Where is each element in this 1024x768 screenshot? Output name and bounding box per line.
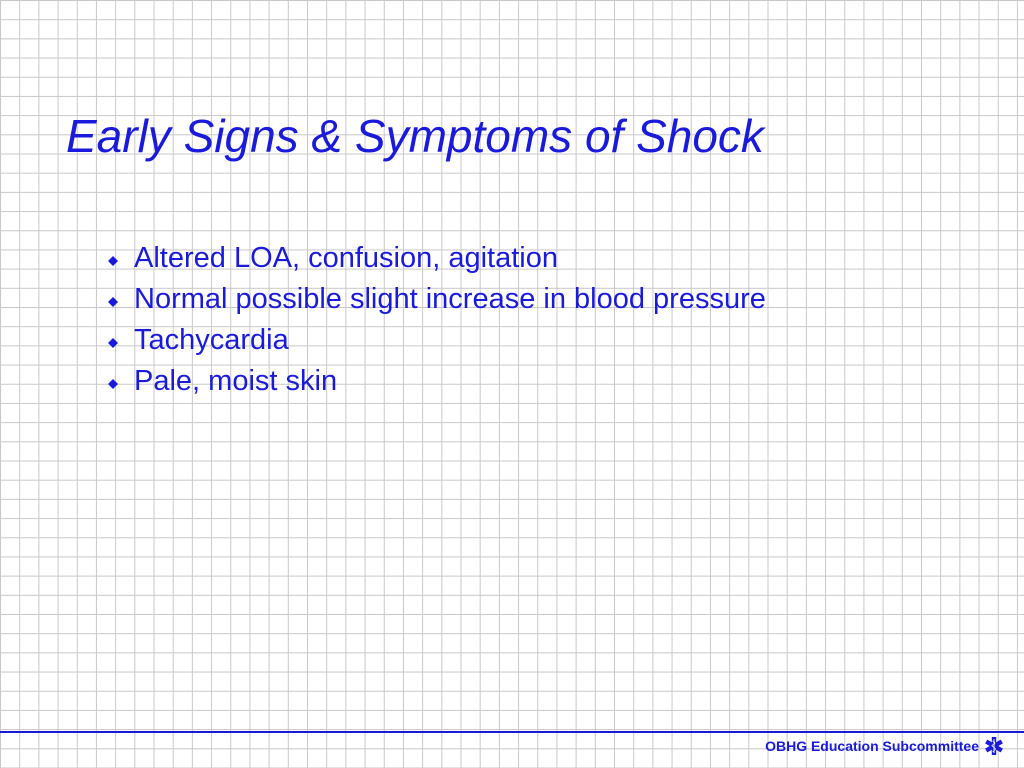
slide-title: Early Signs & Symptoms of Shock xyxy=(66,110,764,162)
footer-label: OBHG Education Subcommittee xyxy=(765,738,979,754)
diamond-bullet-icon xyxy=(108,379,118,389)
star-of-life-icon xyxy=(984,736,1004,756)
diamond-bullet-icon xyxy=(108,297,118,307)
diamond-bullet-icon xyxy=(108,256,118,266)
bullet-item xyxy=(108,320,766,361)
footer xyxy=(765,735,1004,757)
bullet-item xyxy=(108,279,766,320)
bullet-item xyxy=(108,238,766,279)
diamond-bullet-icon xyxy=(108,338,118,348)
bullet-text: Normal possible slight increase in blood pressure xyxy=(134,283,766,315)
bullet-text: Pale, moist skin xyxy=(134,365,338,397)
bullet-text: Tachycardia xyxy=(134,324,289,356)
bullet-text: Altered LOA, confusion, agitation xyxy=(134,242,558,274)
footer-divider xyxy=(0,731,1024,733)
bullet-list xyxy=(108,238,766,402)
bullet-item xyxy=(108,361,766,402)
